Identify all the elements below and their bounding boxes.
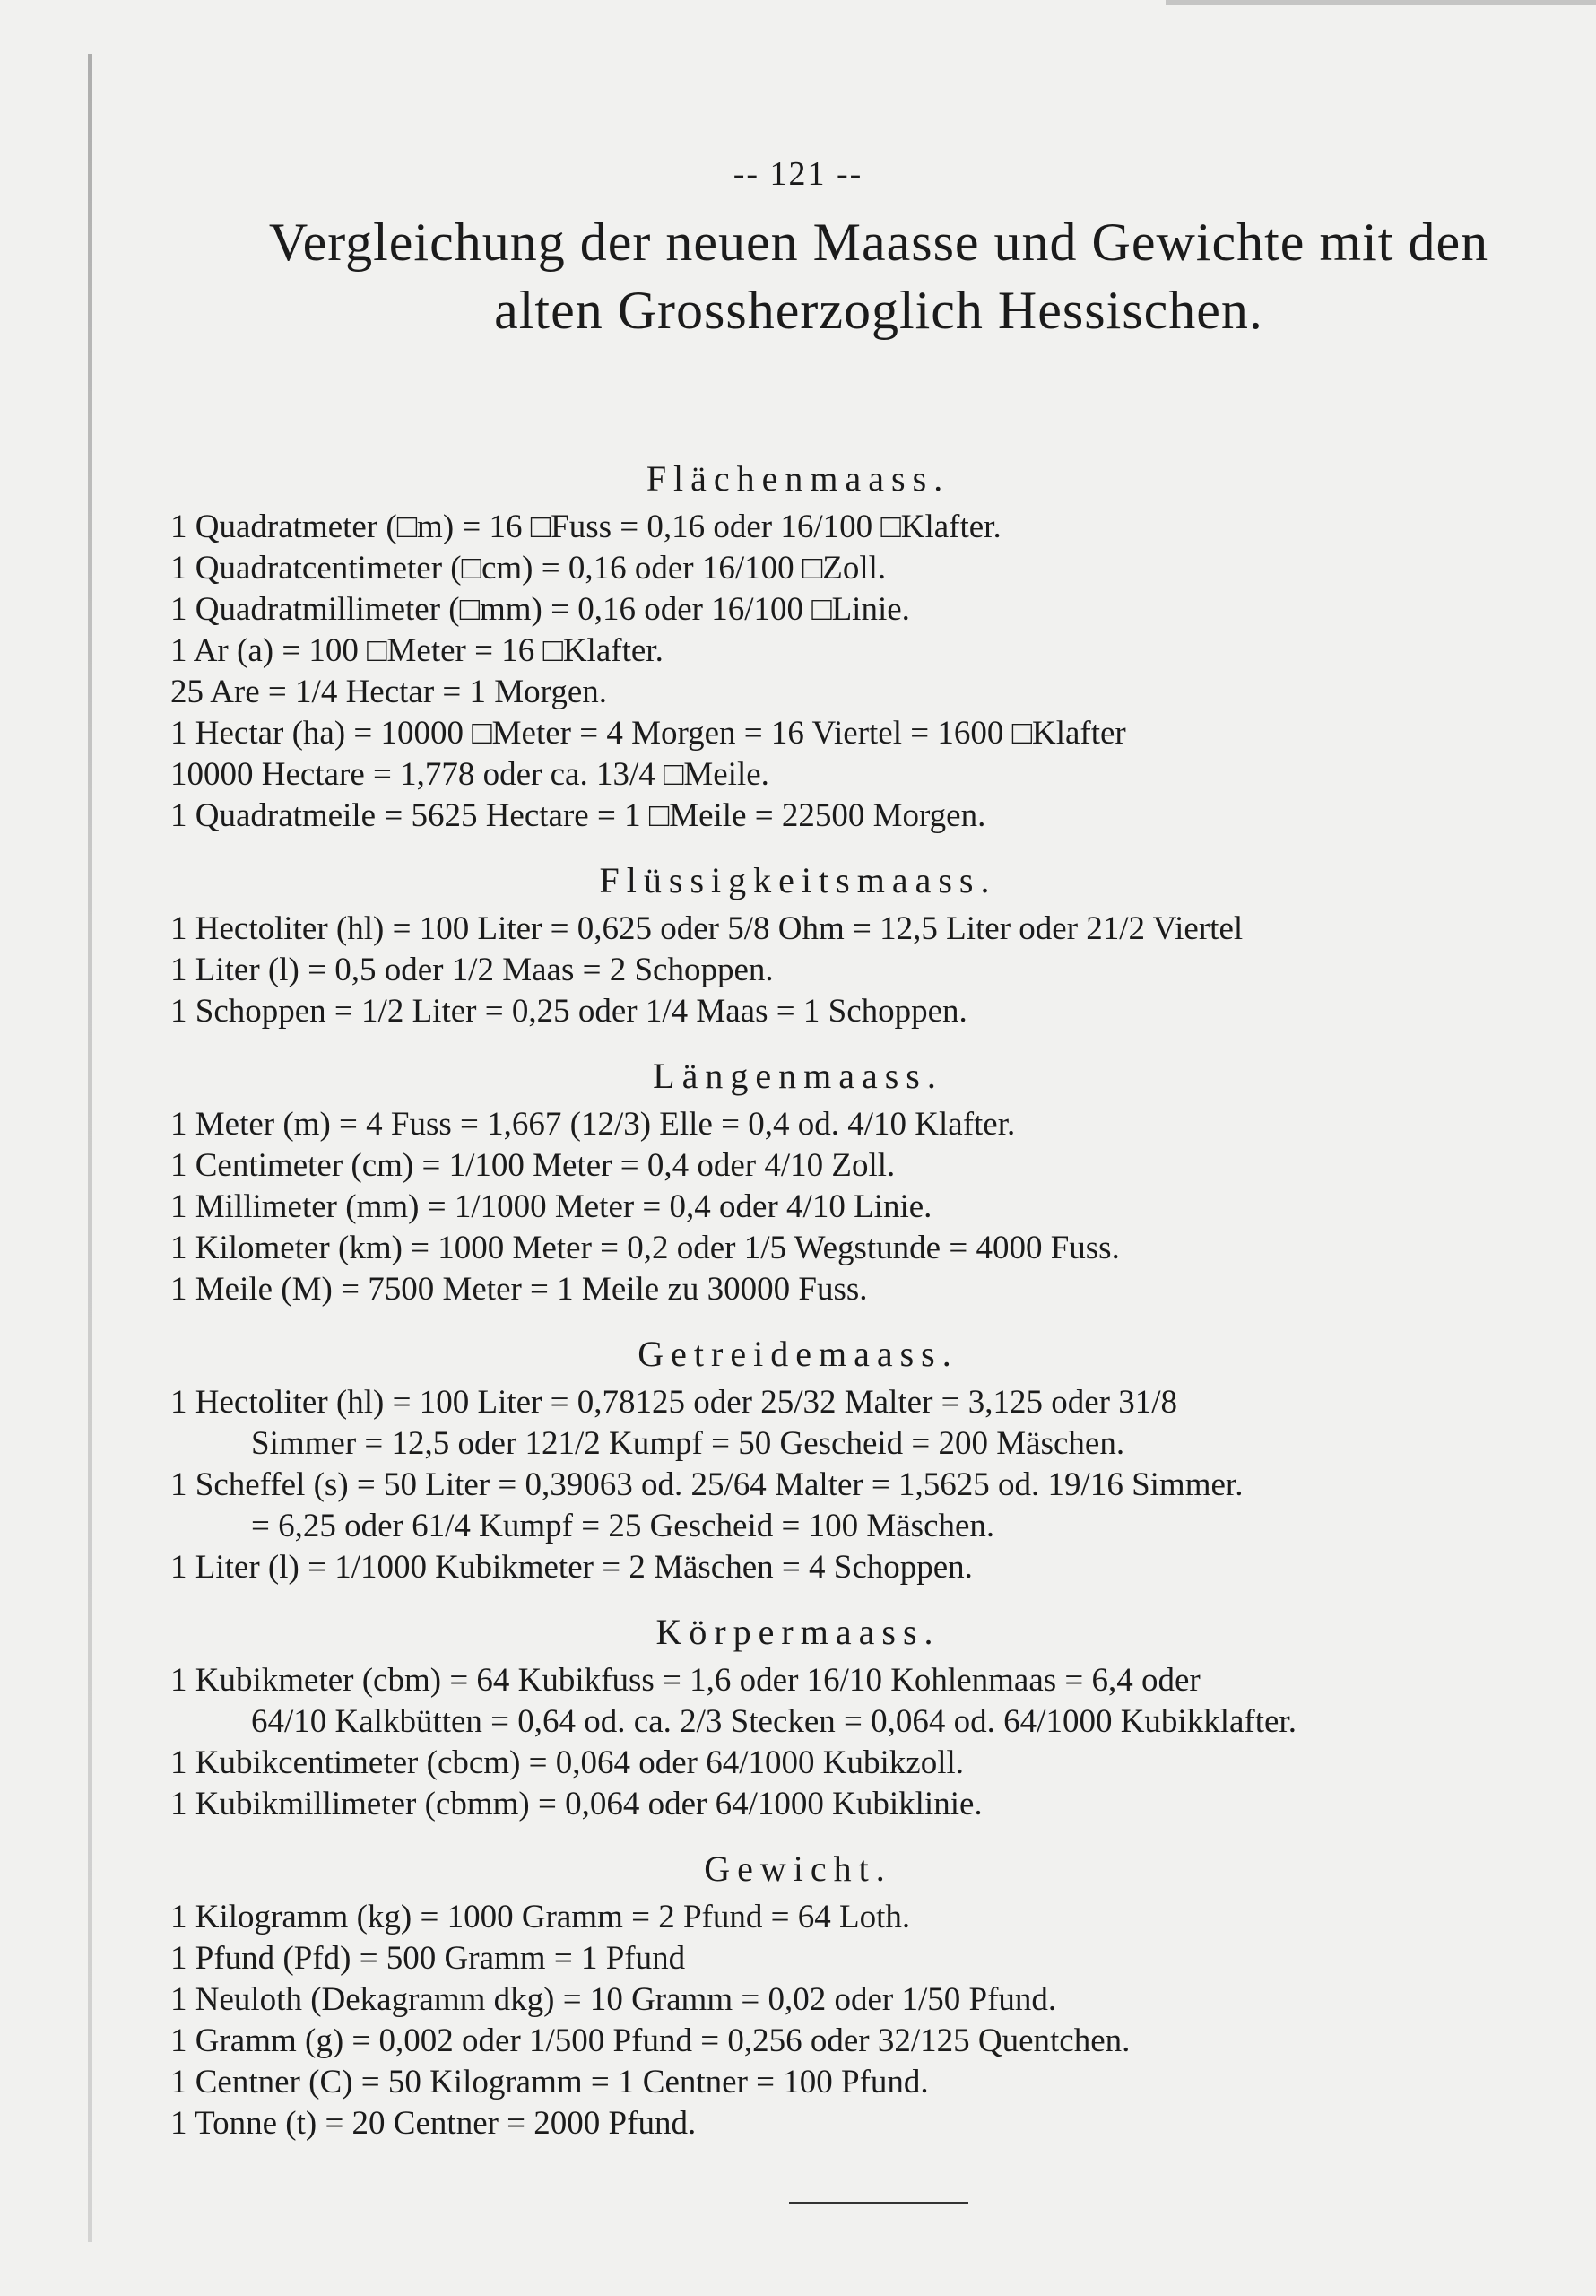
title-line-1: Vergleichung der neuen Maasse und Gewichte mit den bbox=[268, 213, 1489, 272]
top-edge-shadow bbox=[1166, 0, 1596, 5]
table-row: 1 Ar (a) = 100 □Meter = 16 □Klafter. bbox=[170, 632, 664, 669]
table-row: 1 Kubikcentimeter (cbcm) = 0,064 oder 64/1000 Kubikzoll. bbox=[170, 1744, 965, 1781]
section-heading-koerpermaass: Körpermaass. bbox=[655, 1612, 941, 1652]
table-row: 1 Hectoliter (hl) = 100 Liter = 0,625 oder 5/8 Ohm = 12,5 Liter oder 21/2 Viertel bbox=[170, 910, 1244, 947]
table-row: 1 Millimeter (mm) = 1/1000 Meter = 0,4 oder 4/10 Linie. bbox=[170, 1188, 932, 1225]
table-row: 25 Are = 1/4 Hectar = 1 Morgen. bbox=[170, 674, 607, 710]
section-heading-laengenmaass: Längenmaass. bbox=[653, 1056, 943, 1096]
page-title bbox=[179, 208, 1578, 344]
table-row: 1 Kilometer (km) = 1000 Meter = 0,2 oder 1/5 Wegstunde = 4000 Fuss. bbox=[170, 1230, 1120, 1266]
section-heading-getreidemaass: Getreidemaass. bbox=[638, 1334, 958, 1374]
table-row: 1 Quadratmeter (□m) = 16 □Fuss = 0,16 oder 16/100 □Klafter. bbox=[170, 509, 1002, 545]
table-row: 1 Hectoliter (hl) = 100 Liter = 0,78125 oder 25/32 Malter = 3,125 oder 31/8 bbox=[170, 1384, 1178, 1421]
table-row: 10000 Hectare = 1,778 oder ca. 13/4 □Meile. bbox=[170, 756, 769, 793]
section-heading-fluessigkeitsmaass: Flüssigkeitsmaass. bbox=[599, 860, 997, 900]
table-row: 1 Hectar (ha) = 10000 □Meter = 4 Morgen = 16 Viertel = 1600 □Klafter bbox=[170, 715, 1126, 752]
table-row: 1 Quadratmeile = 5625 Hectare = 1 □Meile = 22500 Morgen. bbox=[170, 797, 986, 834]
section-heading-flaechenmaass: Flächenmaass. bbox=[646, 458, 950, 499]
bottom-divider bbox=[789, 2202, 968, 2204]
table-row: 1 Kilogramm (kg) = 1000 Gramm = 2 Pfund = 64 Loth. bbox=[170, 1899, 911, 1935]
table-row: 1 Centner (C) = 50 Kilogramm = 1 Centner = 100 Pfund. bbox=[170, 2064, 929, 2100]
table-row: 1 Quadratmillimeter (□mm) = 0,16 oder 16/100 □Linie. bbox=[170, 591, 910, 628]
table-row: 1 Neuloth (Dekagramm dkg) = 10 Gramm = 0,02 oder 1/50 Pfund. bbox=[170, 1981, 1057, 2018]
table-row: 1 Kubikmillimeter (cbmm) = 0,064 oder 64/1000 Kubiklinie. bbox=[170, 1786, 983, 1822]
table-row: 1 Centimeter (cm) = 1/100 Meter = 0,4 oder 4/10 Zoll. bbox=[170, 1147, 896, 1184]
table-row: 1 Schoppen = 1/2 Liter = 0,25 oder 1/4 Maas = 1 Schoppen. bbox=[170, 993, 967, 1030]
table-row: 1 Tonne (t) = 20 Centner = 2000 Pfund. bbox=[170, 2105, 697, 2142]
table-row: 64/10 Kalkbütten = 0,64 od. ca. 2/3 Stecken = 0,064 od. 64/1000 Kubikklafter. bbox=[251, 1703, 1297, 1740]
table-row: Simmer = 12,5 oder 121/2 Kumpf = 50 Gescheid = 200 Mäschen. bbox=[251, 1425, 1125, 1462]
table-row: 1 Pfund (Pfd) = 500 Gramm = 1 Pfund bbox=[170, 1940, 686, 1977]
page-number: -- 121 -- bbox=[733, 155, 863, 193]
table-row: 1 Quadratcentimeter (□cm) = 0,16 oder 16/100 □Zoll. bbox=[170, 550, 887, 587]
table-row: 1 Liter (l) = 1/1000 Kubikmeter = 2 Mäschen = 4 Schoppen. bbox=[170, 1549, 973, 1586]
binding-edge-shadow bbox=[88, 54, 92, 2242]
table-row: 1 Liter (l) = 0,5 oder 1/2 Maas = 2 Schoppen. bbox=[170, 952, 774, 988]
title-line-2: alten Grossherzoglich Hessischen. bbox=[494, 281, 1263, 340]
table-row: 1 Kubikmeter (cbm) = 64 Kubikfuss = 1,6 oder 16/10 Kohlenmaas = 6,4 oder bbox=[170, 1662, 1201, 1699]
table-row: 1 Meter (m) = 4 Fuss = 1,667 (12/3) Elle = 0,4 od. 4/10 Klafter. bbox=[170, 1106, 1016, 1143]
table-row: 1 Scheffel (s) = 50 Liter = 0,39063 od. 25/64 Malter = 1,5625 od. 19/16 Simmer. bbox=[170, 1466, 1244, 1503]
section-heading-gewicht: Gewicht. bbox=[704, 1848, 892, 1889]
table-row: 1 Meile (M) = 7500 Meter = 1 Meile zu 30000 Fuss. bbox=[170, 1271, 868, 1308]
table-row: 1 Gramm (g) = 0,002 oder 1/500 Pfund = 0,256 oder 32/125 Quentchen. bbox=[170, 2022, 1131, 2059]
table-row: = 6,25 oder 61/4 Kumpf = 25 Gescheid = 100 Mäschen. bbox=[251, 1508, 995, 1544]
